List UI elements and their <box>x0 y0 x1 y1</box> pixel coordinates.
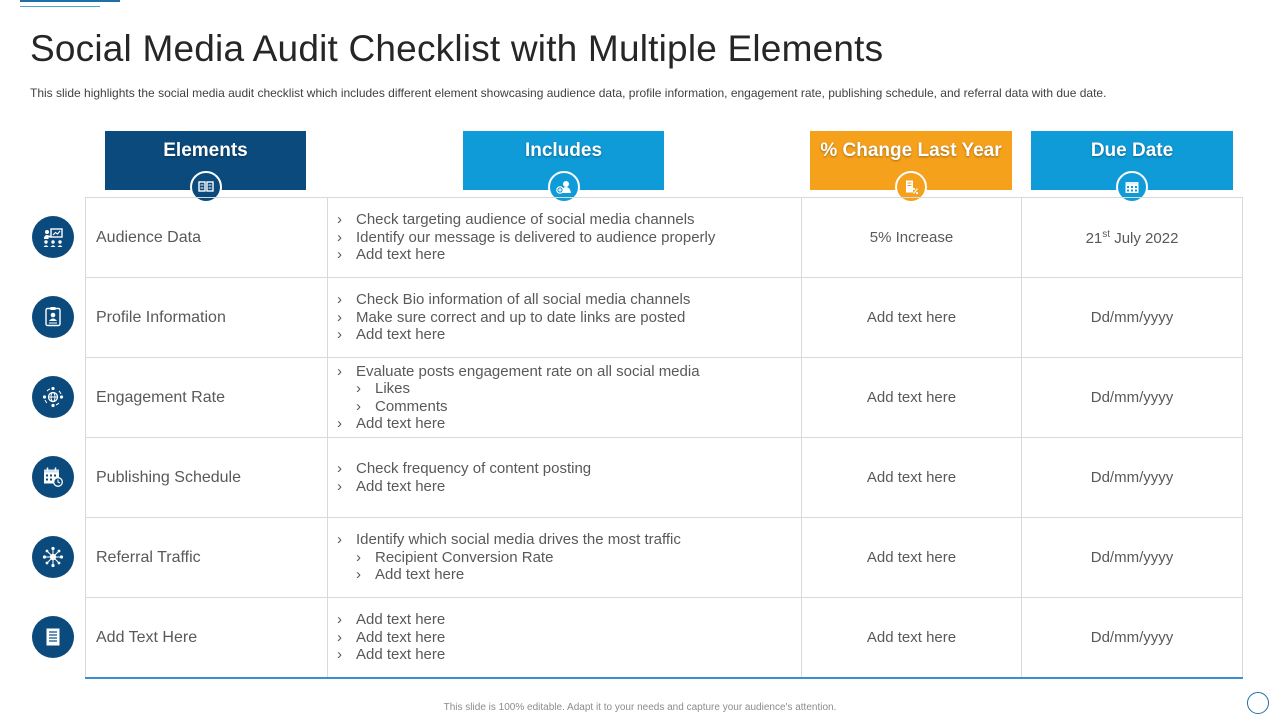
includes-cell <box>328 278 802 358</box>
bullet-item <box>337 629 801 647</box>
slide-footer: This slide is 100% editable. Adapt it to your needs and capture your audience's attention. <box>443 702 837 713</box>
header-change-label: % Change Last Year <box>820 140 1002 161</box>
sub-bullet-item <box>337 398 801 416</box>
chevron-right-icon: › <box>337 415 342 432</box>
includes-cell <box>328 438 802 518</box>
bullet-text: Check frequency of content posting <box>356 460 592 477</box>
chevron-right-icon: › <box>337 611 342 629</box>
due-date-cell <box>1022 198 1243 278</box>
bullet-item <box>337 478 801 496</box>
bullet-text: Add text here <box>375 566 465 584</box>
chevron-right-icon: › <box>337 460 342 477</box>
due-day: 21 <box>1085 229 1103 247</box>
header-due-label: Due Date <box>1090 140 1174 161</box>
chevron-right-icon: › <box>337 646 342 664</box>
due-month-year: July 2022 <box>1110 229 1179 247</box>
table-row <box>86 598 1243 679</box>
bullet-text: Evaluate posts engagement rate on all social media <box>356 362 700 380</box>
chevron-right-icon: › <box>337 246 342 264</box>
change-cell: Add text here <box>802 438 1022 518</box>
bullet-text: Add text here <box>356 611 446 629</box>
chevron-right-icon: › <box>356 566 361 584</box>
bullet-item <box>337 460 801 478</box>
table-row <box>86 518 1243 598</box>
top-accent-line-thin <box>20 6 100 7</box>
sub-bullet-item <box>337 566 801 584</box>
element-cell: Engagement Rate <box>86 358 328 438</box>
bullet-text: Identify our message is delivered to audience properly <box>356 228 716 246</box>
change-cell: Add text here <box>802 518 1022 598</box>
due-date-cell: Dd/mm/yyyy <box>1022 278 1243 358</box>
audit-checklist-table <box>85 197 1243 679</box>
bullet-item <box>337 291 801 309</box>
chevron-right-icon: › <box>337 228 342 246</box>
chevron-right-icon: › <box>337 291 342 309</box>
header-elements-label: Elements <box>163 140 248 161</box>
element-cell: Referral Traffic <box>86 518 328 598</box>
chevron-right-icon: › <box>337 628 342 646</box>
bullet-item <box>337 309 801 327</box>
change-cell: 5% Increase <box>802 198 1022 278</box>
bullet-item <box>337 326 801 344</box>
slide-title: Social Media Audit Checklist with Multiple Elements <box>30 28 884 69</box>
bullet-text: Likes <box>375 380 411 397</box>
bullet-item <box>337 646 801 664</box>
change-cell: Add text here <box>802 358 1022 438</box>
header-includes <box>463 131 664 190</box>
table-body <box>86 198 1243 679</box>
top-accent-line <box>20 0 120 2</box>
bullet-text: Check Bio information of all social media channels <box>356 291 691 309</box>
chevron-right-icon: › <box>356 548 361 566</box>
document-icon <box>32 616 74 658</box>
change-cell: Add text here <box>802 278 1022 358</box>
chevron-right-icon: › <box>337 477 342 495</box>
id-badge-icon <box>32 296 74 338</box>
element-cell: Profile Information <box>86 278 328 358</box>
sub-bullet-item <box>337 380 801 398</box>
chevron-right-icon: › <box>337 211 342 229</box>
presentation-icon <box>32 216 74 258</box>
table-row <box>86 198 1243 278</box>
bullet-text: Add text here <box>356 326 446 344</box>
bullet-text: Identify which social media drives the most traffic <box>356 531 681 549</box>
bullet-text: Add text here <box>356 646 446 664</box>
bullet-text: Add text here <box>356 415 446 432</box>
table-row <box>86 278 1243 358</box>
element-cell: Publishing Schedule <box>86 438 328 518</box>
header-includes-label: Includes <box>524 140 603 161</box>
bullet-text: Check targeting audience of social media channels <box>356 211 695 229</box>
due-date-cell: Dd/mm/yyyy <box>1022 518 1243 598</box>
slide-subtitle: This slide highlights the social media audit checklist which includes different element showcasing audience data, profile information, engagement rate, publishing schedule, and referral data with due date. <box>30 86 1107 100</box>
corner-circle-icon <box>1247 692 1269 714</box>
bullet-item <box>337 211 801 229</box>
bullet-item <box>337 611 801 629</box>
network-globe-icon <box>32 376 74 418</box>
bullet-item <box>337 363 801 381</box>
bullet-item <box>337 415 801 433</box>
due-date-cell: Dd/mm/yyyy <box>1022 598 1243 679</box>
bullet-text: Recipient Conversion Rate <box>375 548 554 566</box>
includes-cell <box>328 198 802 278</box>
chevron-right-icon: › <box>337 362 342 380</box>
element-cell: Add Text Here <box>86 598 328 679</box>
due-day-suffix: st <box>1102 228 1111 240</box>
due-date-cell: Dd/mm/yyyy <box>1022 438 1243 518</box>
includes-cell <box>328 358 802 438</box>
change-cell: Add text here <box>802 598 1022 679</box>
bullet-item <box>337 531 801 549</box>
includes-cell <box>328 518 802 598</box>
bullet-text: Add text here <box>356 477 446 495</box>
chevron-right-icon: › <box>337 531 342 549</box>
chevron-right-icon: › <box>356 397 361 415</box>
table-row <box>86 358 1243 438</box>
calendar-clock-icon <box>32 456 74 498</box>
bullet-text: Add text here <box>356 628 446 646</box>
chevron-right-icon: › <box>356 380 361 397</box>
element-cell: Audience Data <box>86 198 328 278</box>
due-date-cell: Dd/mm/yyyy <box>1022 358 1243 438</box>
header-due-date <box>1031 131 1233 190</box>
table-row <box>86 438 1243 518</box>
bullet-item <box>337 229 801 247</box>
bullet-item <box>337 246 801 264</box>
includes-cell <box>328 598 802 679</box>
sub-bullet-item <box>337 549 801 567</box>
bullet-text: Add text here <box>356 246 446 264</box>
header-elements <box>105 131 306 190</box>
bullet-text: Comments <box>375 397 448 415</box>
bullet-text: Make sure correct and up to date links are posted <box>356 308 686 326</box>
chevron-right-icon: › <box>337 326 342 344</box>
network-nodes-icon <box>32 536 74 578</box>
header-change <box>810 131 1012 190</box>
chevron-right-icon: › <box>337 308 342 326</box>
